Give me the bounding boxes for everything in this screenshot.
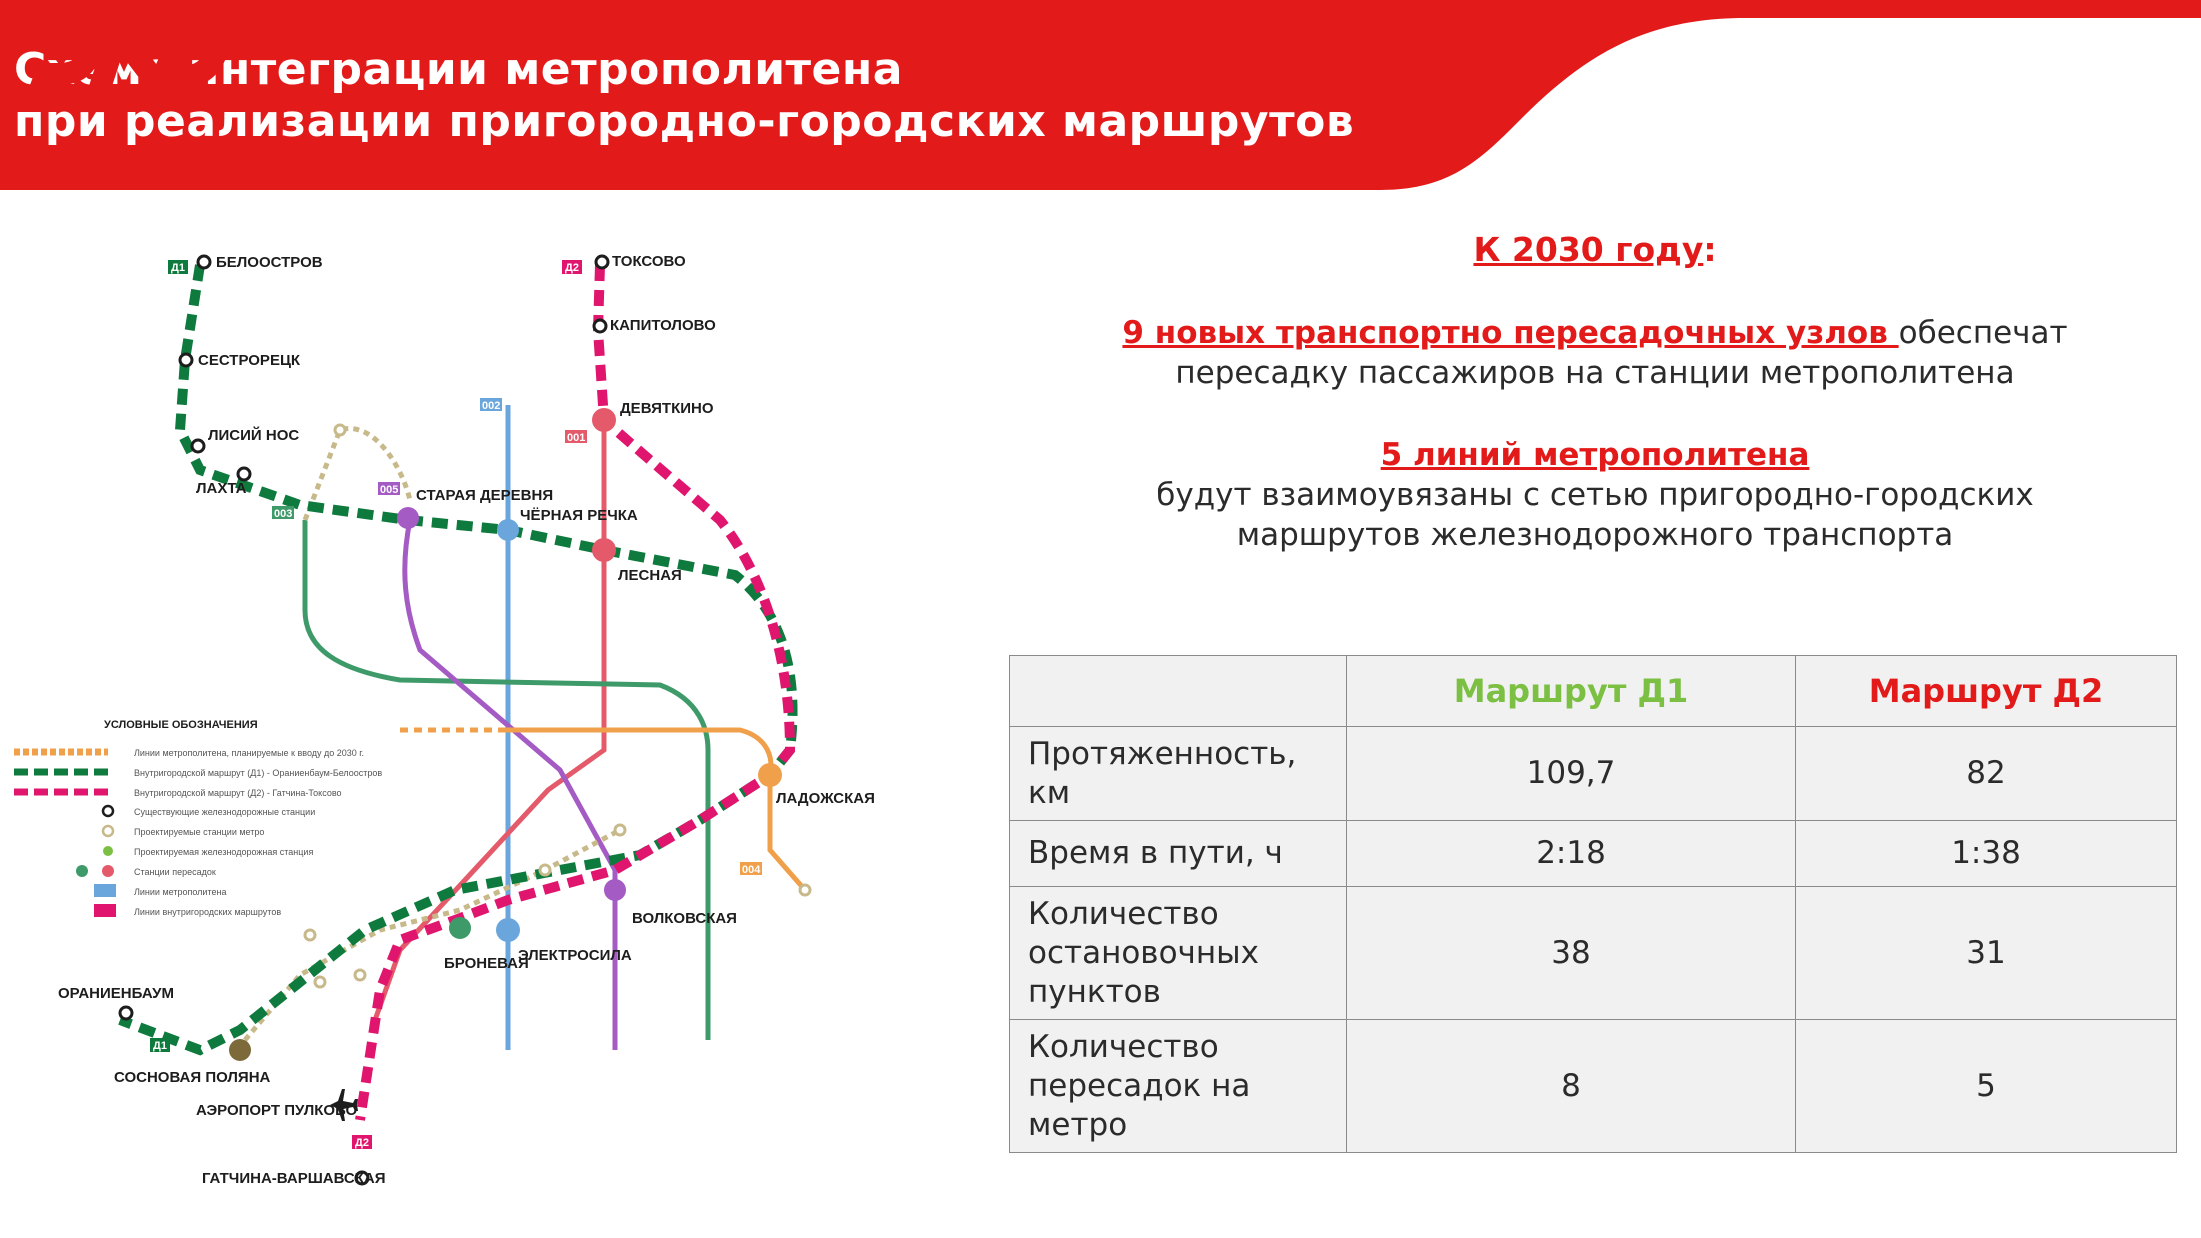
- row-label-line: Количество: [1028, 1028, 1219, 1065]
- page-title-line-1: Схема интеграции метрополитена: [14, 44, 903, 95]
- station-beloostrov: БЕЛООСТРОВ: [216, 254, 323, 271]
- legend-item-9: Линии внутригородских маршрутов: [134, 907, 282, 917]
- year-heading: [1010, 230, 2180, 269]
- row-label-time: [1010, 821, 1347, 887]
- legend-item-8: Линии метрополитена: [134, 887, 227, 897]
- station-lisiy-nos: ЛИСИЙ НОС: [208, 427, 300, 444]
- cell-d2-length: 82: [1796, 727, 2177, 821]
- lines-paragraph: [1010, 435, 2180, 555]
- cell-d1-time: 2:18: [1347, 821, 1796, 887]
- station-lesnaya: ЛЕСНАЯ: [618, 567, 682, 584]
- year-heading-colon: :: [1703, 230, 1717, 269]
- station-sosnovaya-polyana: СОСНОВАЯ ПОЛЯНА: [114, 1069, 271, 1086]
- cell-d1-length: 109,7: [1347, 727, 1796, 821]
- badge-m1: 001: [567, 432, 586, 444]
- table-header-row: [1010, 656, 2177, 727]
- table-header-d2: Маршрут Д2: [1796, 656, 2177, 727]
- cell-d2-time: 1:38: [1796, 821, 2177, 887]
- legend-item-5: Проектируемые станции метро: [134, 827, 265, 837]
- badge-m3: 003: [274, 508, 293, 520]
- station-staraya-derevnya: СТАРАЯ ДЕРЕВНЯ: [416, 487, 554, 504]
- table-header-empty: [1010, 656, 1347, 727]
- row-label-line: Протяженность,: [1028, 735, 1297, 772]
- row-label-line: пунктов: [1028, 973, 1161, 1010]
- lines-text-b: маршрутов железнодорожного транспорта: [1236, 517, 1954, 553]
- legend-item-6: Проектируемая железнодорожная станция: [134, 847, 314, 857]
- row-label-line: пересадок на: [1028, 1067, 1251, 1104]
- station-gatchina: ГАТЧИНА-ВАРШАВСКАЯ: [202, 1170, 386, 1187]
- lines-highlight: 5 линий метрополитена: [1380, 437, 1810, 473]
- cell-d1-transfers: 8: [1347, 1020, 1796, 1153]
- page-title-line-2: при реализации пригородно-городских маршрутов: [14, 96, 1355, 147]
- station-devyatkino: ДЕВЯТКИНО: [620, 400, 714, 417]
- station-kapitolovo: КАПИТОЛОВО: [610, 317, 716, 334]
- cell-d2-stops: 31: [1796, 887, 2177, 1020]
- year-heading-text: К 2030 году: [1473, 230, 1704, 269]
- cell-d1-stops: 38: [1347, 887, 1796, 1020]
- badge-m5: 005: [380, 484, 399, 496]
- row-label-length: [1010, 727, 1347, 821]
- routes-comparison-table: [1009, 655, 2177, 1153]
- map-legend: [14, 719, 382, 917]
- station-bronevaya: БРОНЕВАЯ: [444, 955, 529, 972]
- row-label-transfers: [1010, 1020, 1347, 1153]
- rzd-logo: [0, 0, 230, 110]
- station-lakhta: ЛАХТА: [196, 480, 247, 497]
- nodes-highlight: 9 новых транспортно пересадочных узлов: [1122, 315, 1899, 351]
- station-oranienbaum: ОРАНИЕНБАУМ: [58, 985, 174, 1002]
- header-banner: [0, 0, 2201, 195]
- lines-text-a: будут взаимоувязаны с сетью пригородно-городских: [1156, 477, 2034, 513]
- badge-m4: 004: [742, 864, 761, 876]
- table-row: [1010, 727, 2177, 821]
- d2-route-line: [360, 265, 790, 1120]
- row-label-line: Время в пути, ч: [1028, 835, 1283, 871]
- table-row: [1010, 887, 2177, 1020]
- row-label-stops: [1010, 887, 1347, 1020]
- table-row: [1010, 1020, 2177, 1153]
- legend-item-7: Станции пересадок: [134, 867, 216, 877]
- badge-d1: Д1: [171, 262, 185, 274]
- nodes-text-a: обеспечат: [1898, 315, 2068, 351]
- table-row: [1010, 821, 2177, 887]
- info-panel: [1010, 230, 2180, 555]
- badge-d2: Д2: [565, 262, 579, 274]
- legend-item-1: Линии метрополитена, планируемые к вводу до 2030 г.: [134, 748, 364, 758]
- cell-d2-transfers: 5: [1796, 1020, 2177, 1153]
- planned-line-south: [245, 830, 620, 1040]
- legend-item-2: Внутригородской маршрут (Д1) - Ораниенбаум-Белоостров: [134, 768, 383, 778]
- station-toksovo: ТОКСОВО: [612, 253, 686, 270]
- legend-item-4: Существующие железнодорожные станции: [134, 807, 316, 817]
- station-chernaya-rechka: ЧЁРНАЯ РЕЧКА: [520, 507, 638, 524]
- row-label-line: остановочных: [1028, 934, 1259, 971]
- badge-d2-south: Д2: [355, 1137, 369, 1149]
- nodes-paragraph: [1010, 313, 2180, 393]
- legend-item-3: Внутригородской маршрут (Д2) - Гатчина-Токсово: [134, 788, 342, 798]
- table-header-d1: Маршрут Д1: [1347, 656, 1796, 727]
- station-aeroport: АЭРОПОРТ ПУЛКОВО: [196, 1102, 358, 1119]
- station-volkovskaya: ВОЛКОВСКАЯ: [632, 910, 737, 927]
- legend-title: УСЛОВНЫЕ ОБОЗНАЧЕНИЯ: [104, 719, 258, 731]
- transit-map: [0, 230, 960, 1230]
- row-label-line: км: [1028, 774, 1071, 811]
- badge-d1-south: Д1: [153, 1040, 167, 1052]
- badge-m2: 002: [482, 400, 501, 412]
- row-label-line: Количество: [1028, 895, 1219, 932]
- station-elektrosila: ЭЛЕКТРОСИЛА: [518, 947, 632, 964]
- nodes-text-b: пересадку пассажиров на станции метрополитена: [1175, 355, 2015, 391]
- station-sestroretsk: СЕСТРОРЕЦК: [198, 352, 301, 369]
- row-label-line: метро: [1028, 1106, 1128, 1143]
- station-ladozhskaya: ЛАДОЖСКАЯ: [776, 790, 875, 807]
